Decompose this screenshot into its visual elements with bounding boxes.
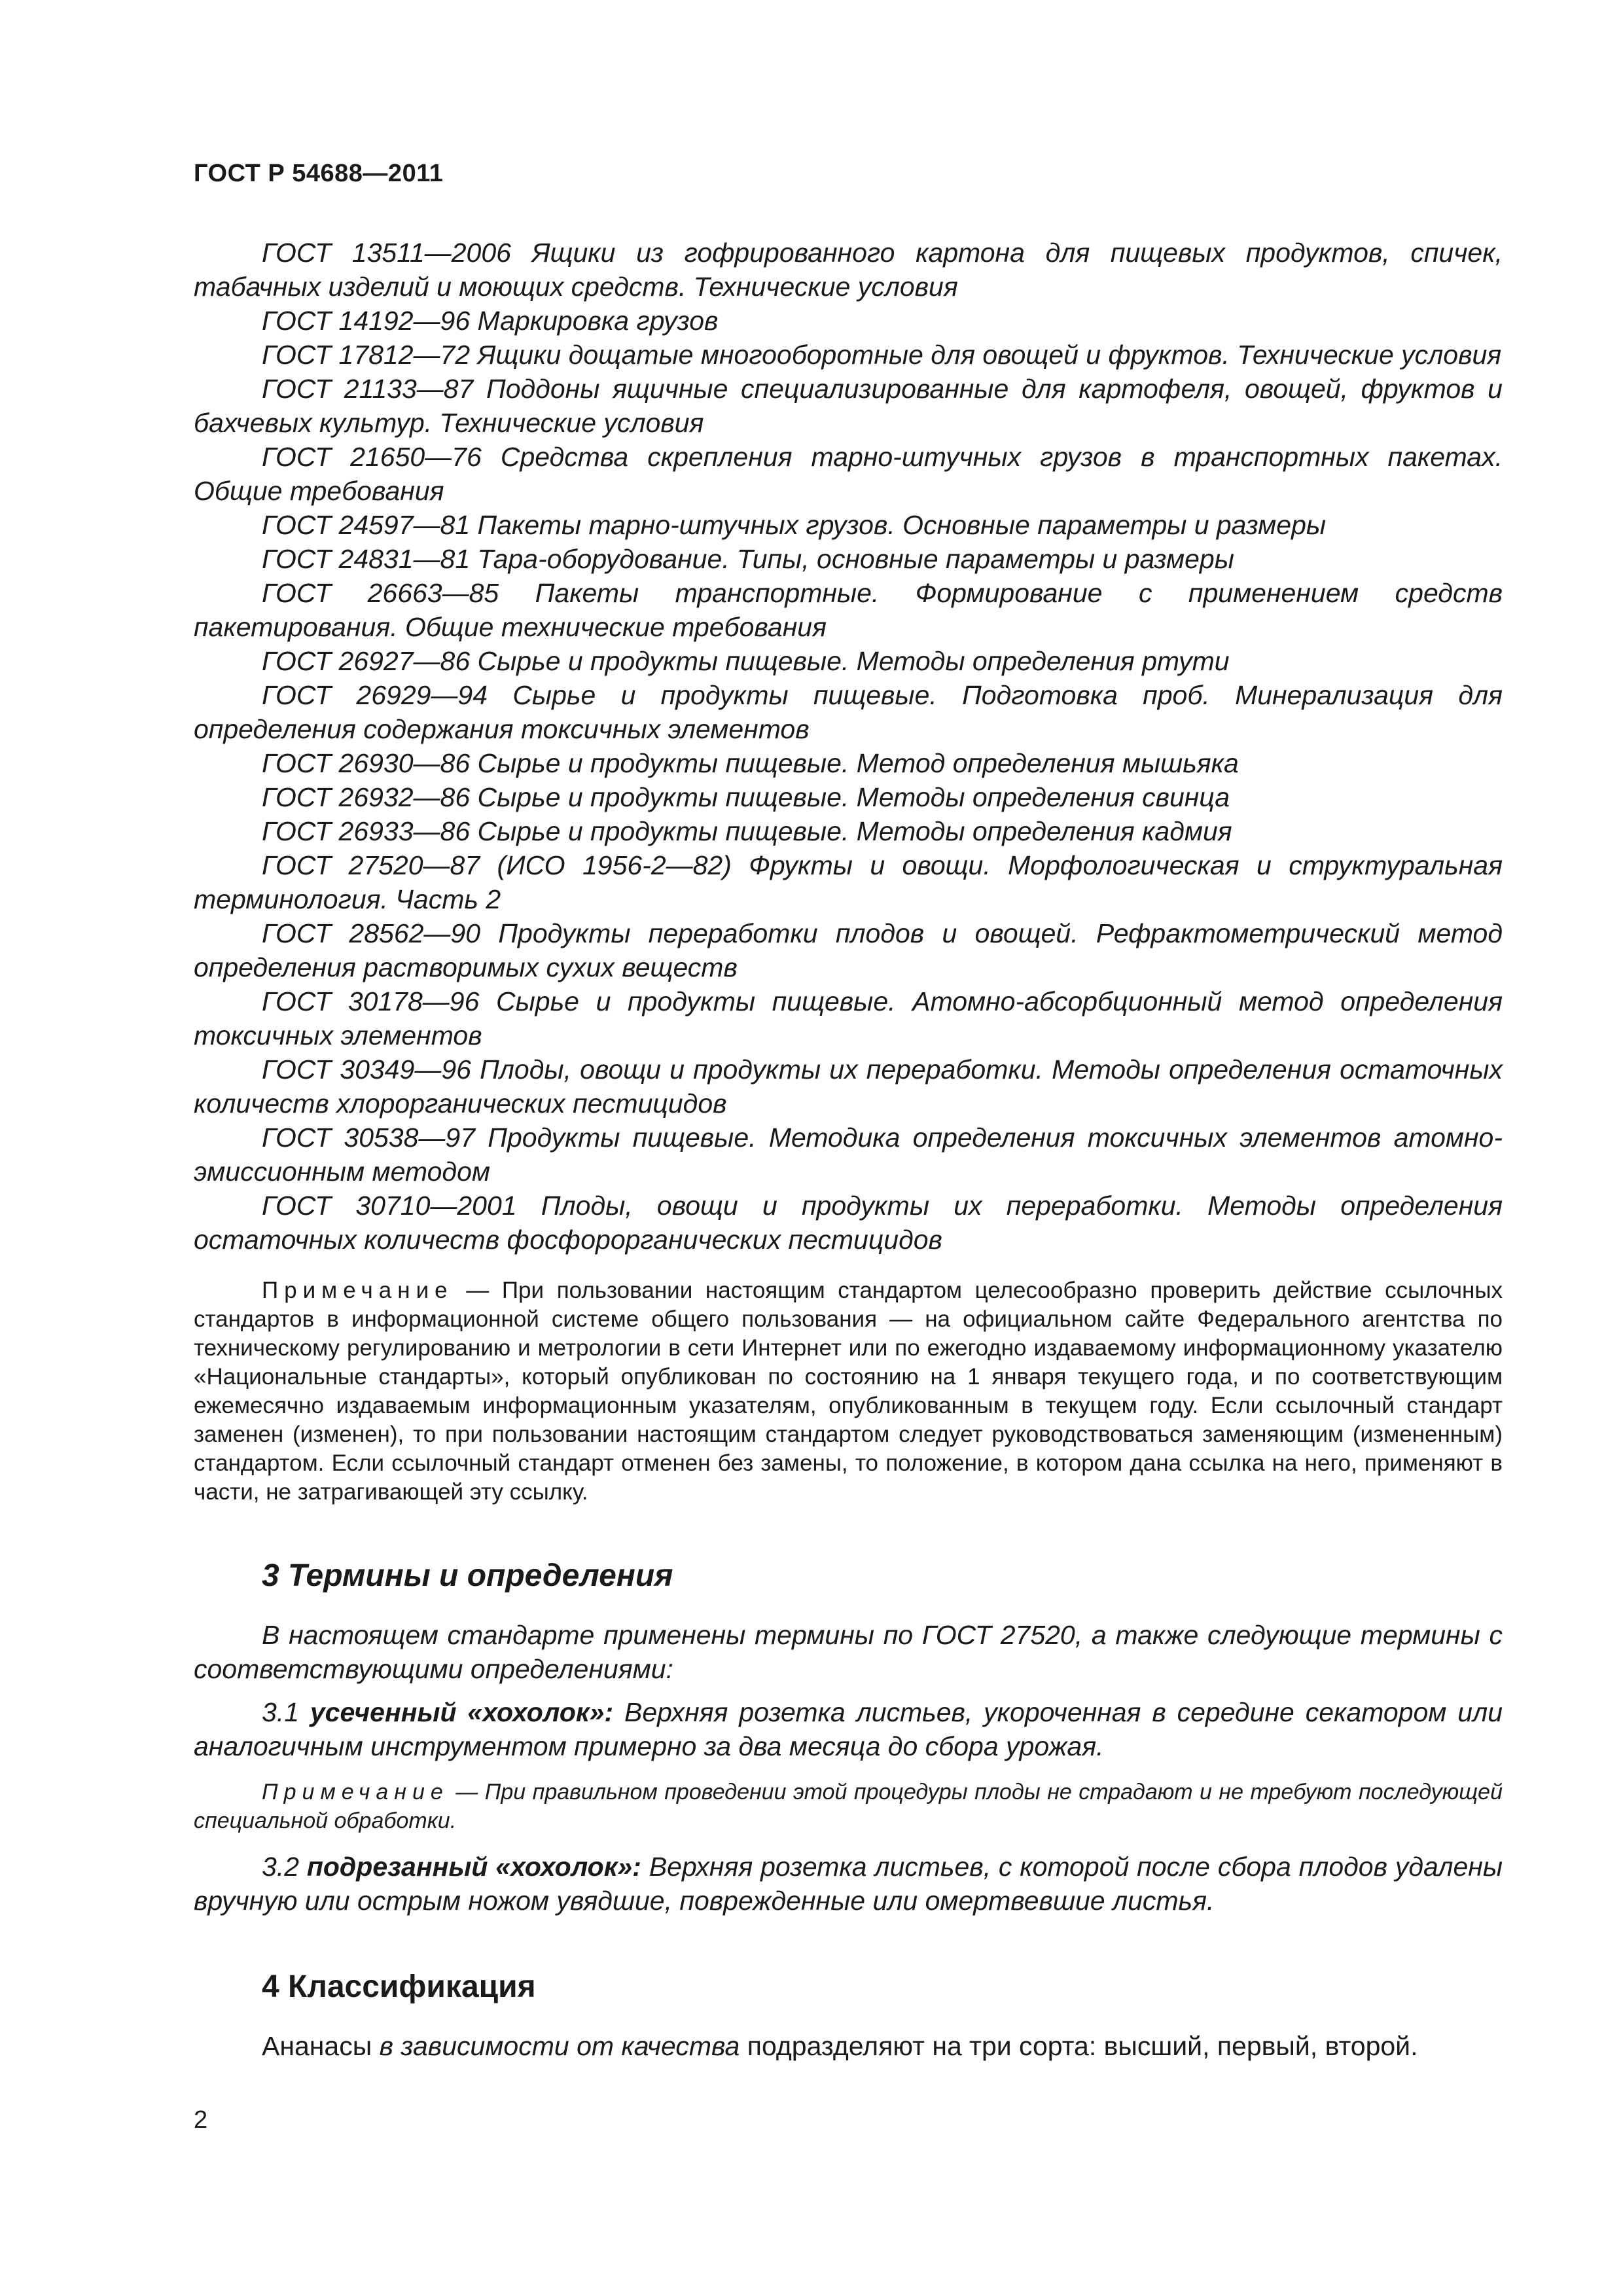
reference-item: ГОСТ 27520—87 (ИСО 1956-2—82) Фрукты и овощи. Морфологическая и структуральная терминология. Часть 2 [194, 850, 1503, 914]
text-part-italic: в зависимости от качества [379, 2031, 740, 2061]
reference-item: ГОСТ 26933—86 Сырье и продукты пищевые. Методы определения кадмия [262, 816, 1232, 846]
section-3-heading: 3 Термины и определения [262, 1558, 673, 1593]
note-text: — При правильном проведении этой процедуры плоды не страдают и не требуют последующей специальной обработки. [194, 1780, 1503, 1833]
note-text: — При пользовании настоящим стандартом целесообразно проверить действие ссылочных стандартов в информационной системе общего пользования — на официальном сайте Федерального агентства по техническому регулированию и метрологии в сети Интернет или по ежегодно издаваемому информационному указателю «Национальные стандарты», который опубликован по состоянию на 1 января текущего года, и по соответствующим ежемесячно издаваемым информационным указателям, опубликованным в текущем году. Если ссылочный стандарт заменен (изменен), то при пользовании настоящим стандартом следует руководствоваться заменяющим (измененным) стандартом. Если ссылочный стандарт отменен без замены, то положение, в котором дана ссылка на него, применяют в части, не затрагивающей эту ссылку. [194, 1278, 1503, 1505]
term-name: усеченный «хохолок»: [310, 1697, 614, 1727]
reference-item: ГОСТ 26929—94 Сырье и продукты пищевые. Подготовка проб. Минерализация для определения содержания токсичных элементов [194, 680, 1503, 744]
section-3-intro: В настоящем стандарте применены термины по ГОСТ 27520, а также следующие термины с соответствующими определениями: [194, 1620, 1503, 1684]
reference-item: ГОСТ 30349—96 Плоды, овощи и продукты их переработки. Методы определения остаточных количеств хлорорганических пестицидов [194, 1054, 1503, 1119]
reference-item: ГОСТ 30178—96 Сырье и продукты пищевые. Атомно-абсорбционный метод определения токсичных элементов [194, 986, 1503, 1050]
reference-item: ГОСТ 30710—2001 Плоды, овощи и продукты их переработки. Методы определения остаточных количеств фосфорорганических пестицидов [194, 1191, 1503, 1255]
reference-item: ГОСТ 17812—72 Ящики дощатые многооборотные для овощей и фруктов. Технические условия [262, 340, 1502, 370]
term-note [194, 1778, 1503, 1835]
term-number: 3.2 [262, 1852, 307, 1882]
term-definition: Верхняя розетка листьев, с которой после сбора плодов удалены вручную или острым ножом увядшие, поврежденные или омертвевшие листья. [194, 1852, 1503, 1916]
term-3-1 [194, 1695, 1503, 1763]
section-4-text [194, 2029, 1503, 2063]
document-header: ГОСТ Р 54688—2011 [194, 160, 444, 187]
term-number: 3.1 [262, 1697, 310, 1727]
reference-item: ГОСТ 21650—76 Средства скрепления тарно-штучных грузов в транспортных пакетах. Общие требования [194, 442, 1503, 506]
reference-item: ГОСТ 26663—85 Пакеты транспортные. Формирование с применением средств пакетирования. Общие технические требования [194, 578, 1503, 642]
reference-item: ГОСТ 13511—2006 Ящики из гофрированного картона для пищевых продуктов, спичек, табачных изделий и моющих средств. Технические условия [194, 238, 1503, 302]
references-note [194, 1276, 1503, 1507]
text-part: подразделяют на три сорта: высший, первый, второй. [740, 2031, 1418, 2061]
text-part: Ананасы [262, 2031, 380, 2061]
section-4-heading: 4 Классификация [262, 1969, 536, 2004]
page-number: 2 [194, 2106, 208, 2134]
reference-item: ГОСТ 30538—97 Продукты пищевые. Методика определения токсичных элементов атомно-эмиссионным методом [194, 1122, 1503, 1187]
reference-item: ГОСТ 26927—86 Сырье и продукты пищевые. Методы определения ртути [262, 646, 1230, 676]
reference-item: ГОСТ 28562—90 Продукты переработки плодов и овощей. Рефрактометрический метод определения растворимых сухих веществ [194, 918, 1503, 982]
note-label: Примечание [262, 1278, 454, 1303]
term-definition: Верхняя розетка листьев, укороченная в середине секатором или аналогичным инструментом примерно за два месяца до сбора урожая. [194, 1697, 1503, 1761]
reference-item: ГОСТ 14192—96 Маркировка грузов [262, 306, 719, 336]
reference-item: ГОСТ 26930—86 Сырье и продукты пищевые. Метод определения мышьяка [262, 748, 1239, 778]
reference-list [194, 236, 1503, 1257]
reference-item: ГОСТ 24597—81 Пакеты тарно-штучных грузов. Основные параметры и размеры [262, 510, 1327, 540]
reference-item: ГОСТ 26932—86 Сырье и продукты пищевые. Методы определения свинца [262, 782, 1230, 812]
reference-item: ГОСТ 24831—81 Тара-оборудование. Типы, основные параметры и размеры [262, 544, 1234, 574]
reference-item: ГОСТ 21133—87 Поддоны ящичные специализированные для картофеля, овощей, фруктов и бахчевых культур. Технические условия [194, 374, 1503, 438]
note-label: Примечание [262, 1780, 449, 1804]
term-name: подрезанный «хохолок»: [306, 1852, 641, 1882]
page-content [194, 236, 1503, 2063]
term-3-2 [194, 1850, 1503, 1918]
